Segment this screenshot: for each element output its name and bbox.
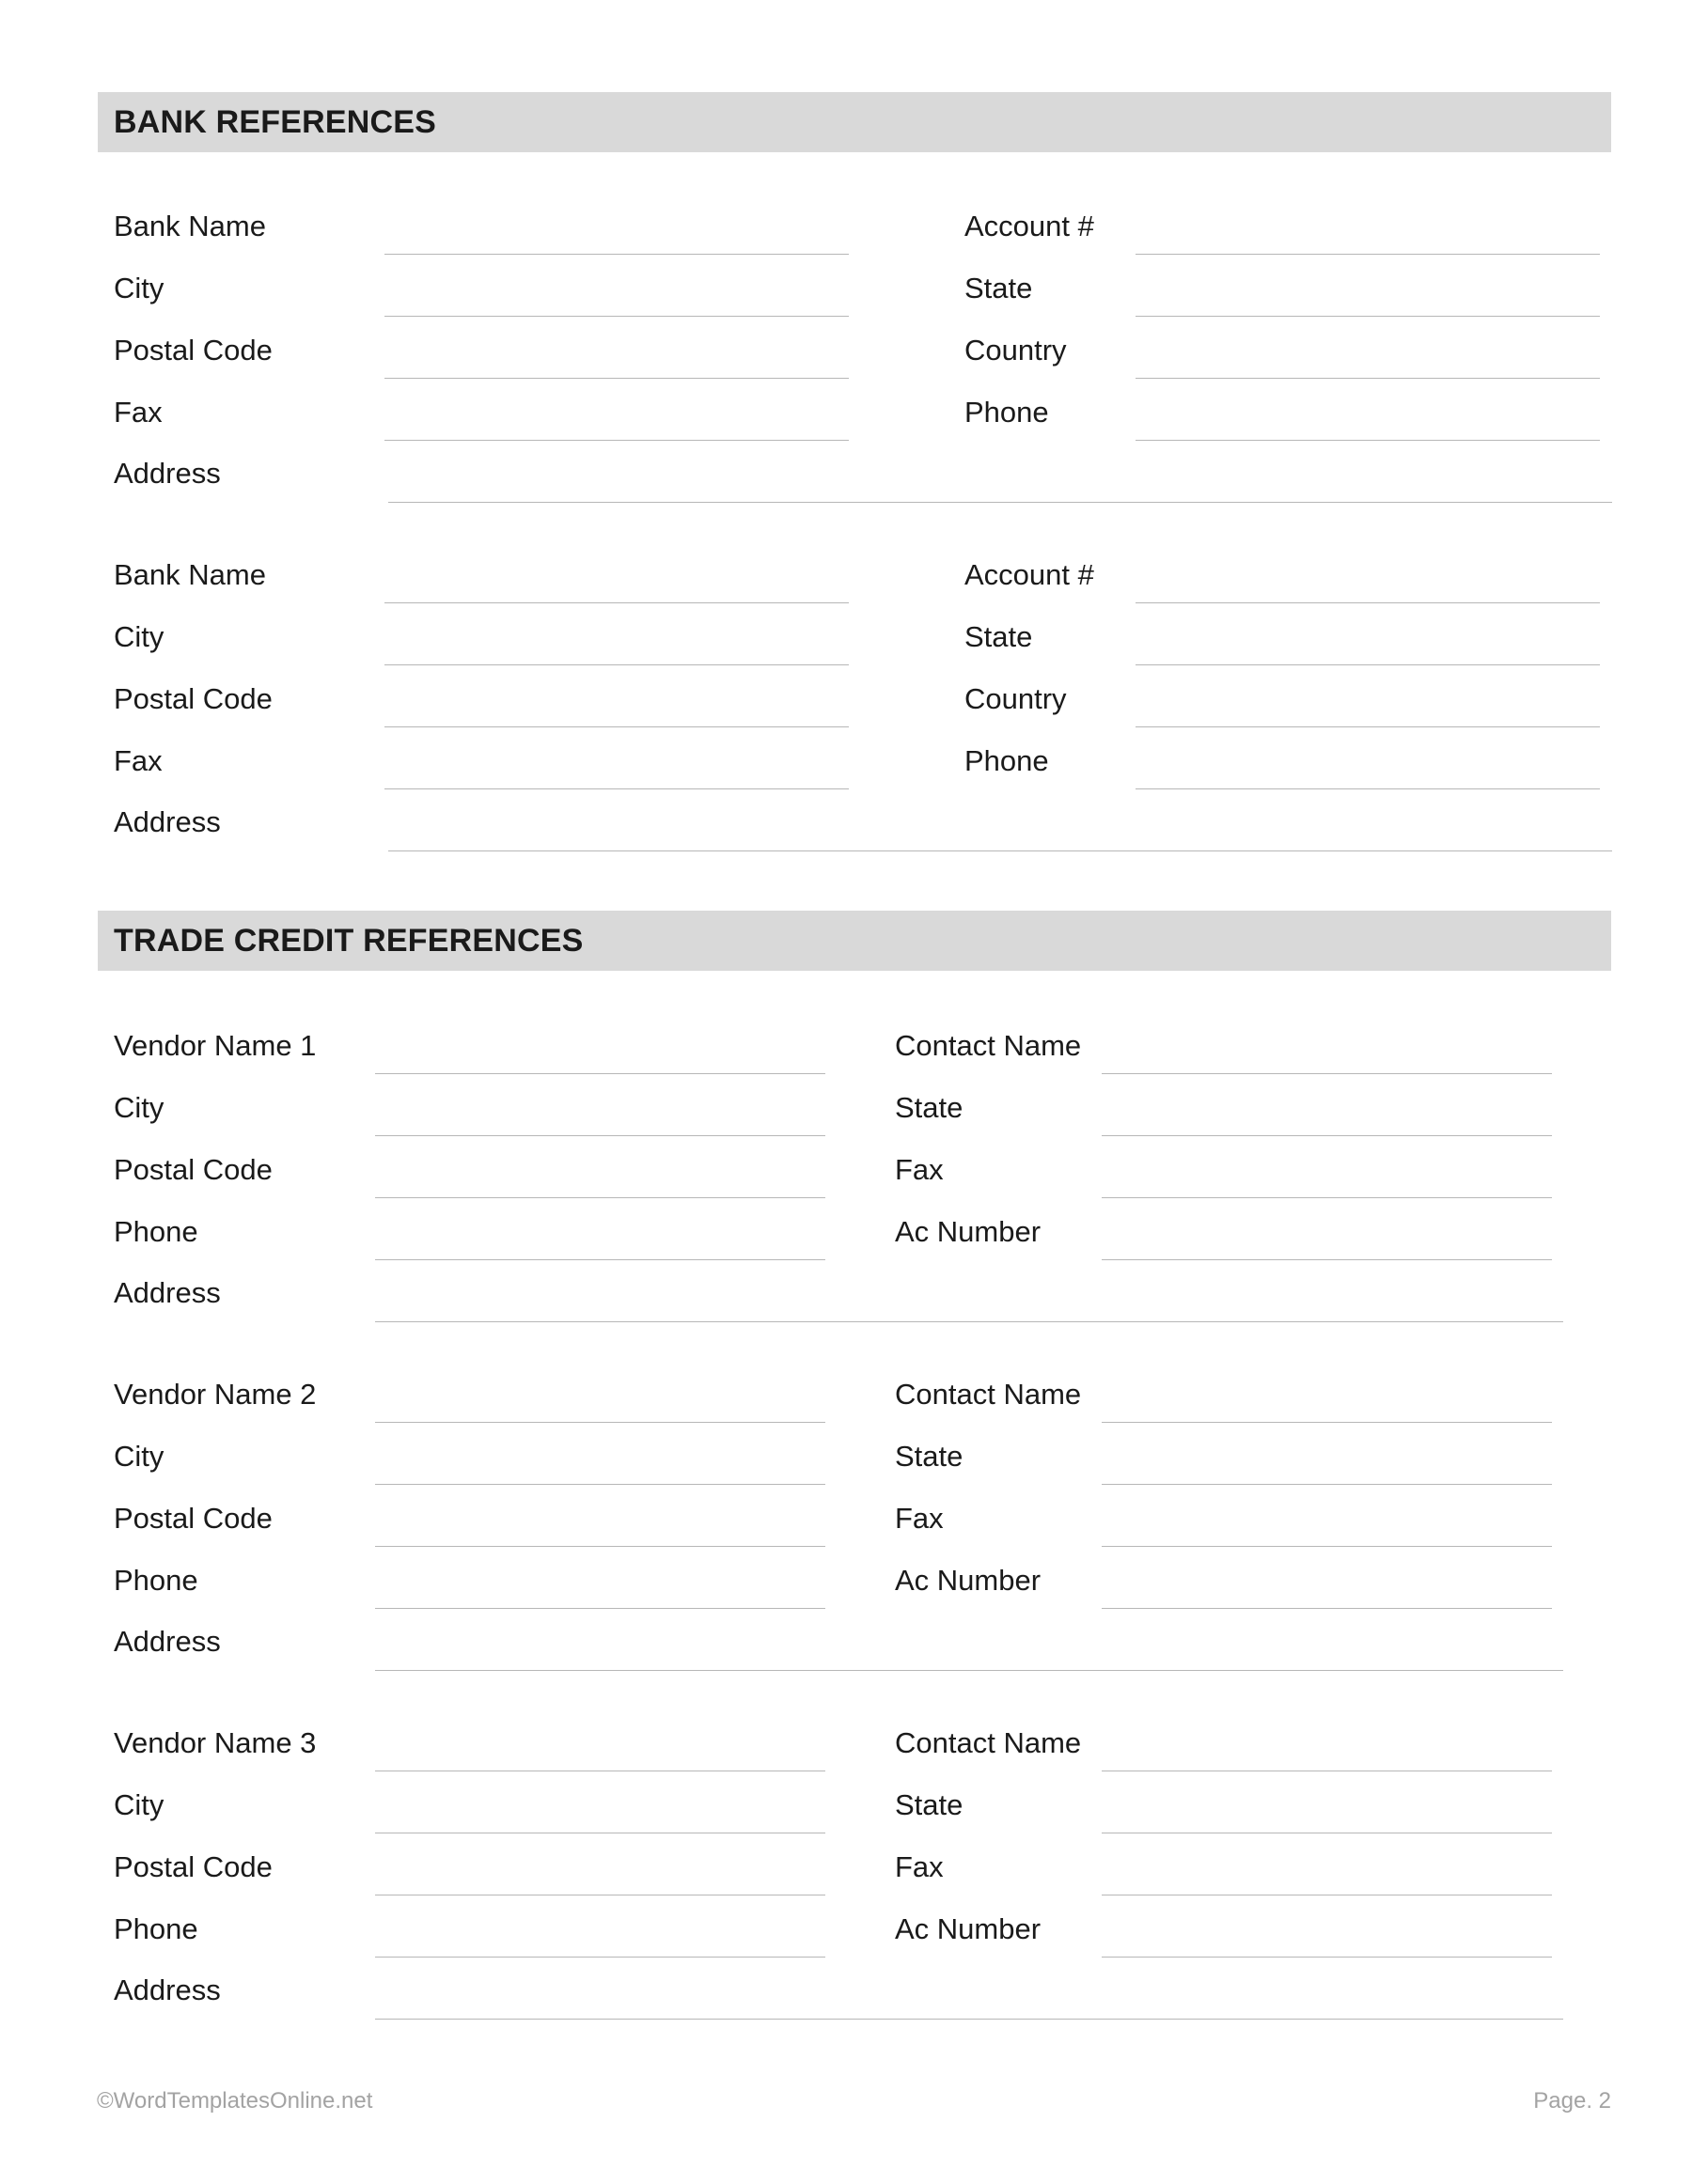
bank-2-state-field[interactable] — [1136, 664, 1600, 665]
bank-references-header — [98, 92, 1611, 152]
bank-1-label-country: Country — [964, 334, 1067, 367]
vendor-1-postal-code-field[interactable] — [375, 1197, 825, 1198]
bank-2-fax-field[interactable] — [384, 788, 849, 789]
trade-credit-references-title: TRADE CREDIT REFERENCES — [114, 922, 584, 959]
vendor-2-label-city: City — [114, 1440, 164, 1473]
bank-2-city-field[interactable] — [384, 664, 849, 665]
bank-1-address-field[interactable] — [388, 502, 1612, 503]
bank-2-label-address: Address — [114, 805, 221, 838]
vendor-1-label-address: Address — [114, 1276, 221, 1309]
vendor-2-label-fax: Fax — [895, 1502, 944, 1535]
bank-1-label-address: Address — [114, 457, 221, 490]
bank-1-label-bank-name: Bank Name — [114, 210, 266, 242]
vendor-3-label-postal-code: Postal Code — [114, 1850, 273, 1883]
vendor-3-label-city: City — [114, 1788, 164, 1821]
bank-2-label-bank-name: Bank Name — [114, 558, 266, 591]
bank-1-postal-code-field[interactable] — [384, 378, 849, 379]
vendor-2-label-contact-name: Contact Name — [895, 1378, 1082, 1411]
vendor-3-label-contact-name: Contact Name — [895, 1726, 1082, 1759]
bank-2-label-postal-code: Postal Code — [114, 682, 273, 715]
vendor-2-state-field[interactable] — [1102, 1484, 1552, 1485]
vendor-2-fax-field[interactable] — [1102, 1546, 1552, 1547]
bank-1-label-account-number: Account # — [964, 210, 1094, 242]
vendor-1-city-field[interactable] — [375, 1135, 825, 1136]
vendor-2-city-field[interactable] — [375, 1484, 825, 1485]
bank-1-label-phone: Phone — [964, 396, 1049, 429]
bank-2-postal-code-field[interactable] — [384, 726, 849, 727]
vendor-3-phone-field[interactable] — [375, 1957, 825, 1958]
bank-1-label-city: City — [114, 272, 164, 304]
copyright-text: ©WordTemplatesOnline.net — [97, 2088, 373, 2114]
vendor-1-label-phone: Phone — [114, 1215, 198, 1248]
vendor-3-label-address: Address — [114, 1973, 221, 2006]
bank-1-phone-field[interactable] — [1136, 440, 1600, 441]
vendor-3-label-phone: Phone — [114, 1912, 198, 1945]
bank-2-label-account-number: Account # — [964, 558, 1094, 591]
vendor-1-fax-field[interactable] — [1102, 1197, 1552, 1198]
vendor-1-label-fax: Fax — [895, 1153, 944, 1186]
bank-1-label-postal-code: Postal Code — [114, 334, 273, 367]
bank-2-label-city: City — [114, 620, 164, 653]
vendor-1-label-vendor-name-1: Vendor Name 1 — [114, 1029, 317, 1062]
vendor-2-label-state: State — [895, 1440, 964, 1473]
vendor-2-label-vendor-name-2: Vendor Name 2 — [114, 1378, 317, 1411]
vendor-1-label-city: City — [114, 1091, 164, 1124]
bank-2-label-state: State — [964, 620, 1033, 653]
bank-1-label-fax: Fax — [114, 396, 163, 429]
bank-1-fax-field[interactable] — [384, 440, 849, 441]
vendor-3-label-vendor-name-3: Vendor Name 3 — [114, 1726, 317, 1759]
vendor-3-label-state: State — [895, 1788, 964, 1821]
bank-1-bank-name-field[interactable] — [384, 254, 849, 255]
vendor-1-label-contact-name: Contact Name — [895, 1029, 1082, 1062]
vendor-2-contact-name-field[interactable] — [1102, 1422, 1552, 1423]
bank-2-label-country: Country — [964, 682, 1067, 715]
bank-references-title: BANK REFERENCES — [114, 103, 437, 140]
trade-credit-references-header — [98, 911, 1611, 971]
bank-2-label-fax: Fax — [114, 744, 163, 777]
bank-2-label-phone: Phone — [964, 744, 1049, 777]
vendor-2-label-postal-code: Postal Code — [114, 1502, 273, 1535]
bank-1-city-field[interactable] — [384, 316, 849, 317]
vendor-3-label-fax: Fax — [895, 1850, 944, 1883]
bank-2-account-number-field[interactable] — [1136, 602, 1600, 603]
bank-1-label-state: State — [964, 272, 1033, 304]
vendor-2-ac-number-field[interactable] — [1102, 1608, 1552, 1609]
vendor-1-label-state: State — [895, 1091, 964, 1124]
vendor-2-label-phone: Phone — [114, 1564, 198, 1597]
vendor-3-label-ac-number: Ac Number — [895, 1912, 1042, 1945]
vendor-2-postal-code-field[interactable] — [375, 1546, 825, 1547]
vendor-1-phone-field[interactable] — [375, 1259, 825, 1260]
bank-2-bank-name-field[interactable] — [384, 602, 849, 603]
vendor-2-vendor-name-2-field[interactable] — [375, 1422, 825, 1423]
bank-1-state-field[interactable] — [1136, 316, 1600, 317]
vendor-1-vendor-name-1-field[interactable] — [375, 1073, 825, 1074]
bank-2-address-field[interactable] — [388, 850, 1612, 851]
vendor-1-address-field[interactable] — [375, 1321, 1563, 1322]
vendor-2-label-address: Address — [114, 1625, 221, 1658]
bank-1-account-number-field[interactable] — [1136, 254, 1600, 255]
vendor-2-label-ac-number: Ac Number — [895, 1564, 1042, 1597]
vendor-2-address-field[interactable] — [375, 1670, 1563, 1671]
vendor-1-ac-number-field[interactable] — [1102, 1259, 1552, 1260]
vendor-2-phone-field[interactable] — [375, 1608, 825, 1609]
vendor-1-label-ac-number: Ac Number — [895, 1215, 1042, 1248]
bank-2-phone-field[interactable] — [1136, 788, 1600, 789]
vendor-3-address-field[interactable] — [375, 2019, 1563, 2020]
vendor-1-label-postal-code: Postal Code — [114, 1153, 273, 1186]
bank-2-country-field[interactable] — [1136, 726, 1600, 727]
vendor-3-ac-number-field[interactable] — [1102, 1957, 1552, 1958]
vendor-1-contact-name-field[interactable] — [1102, 1073, 1552, 1074]
vendor-1-state-field[interactable] — [1102, 1135, 1552, 1136]
bank-1-country-field[interactable] — [1136, 378, 1600, 379]
page-number: Page. 2 — [1533, 2088, 1611, 2114]
